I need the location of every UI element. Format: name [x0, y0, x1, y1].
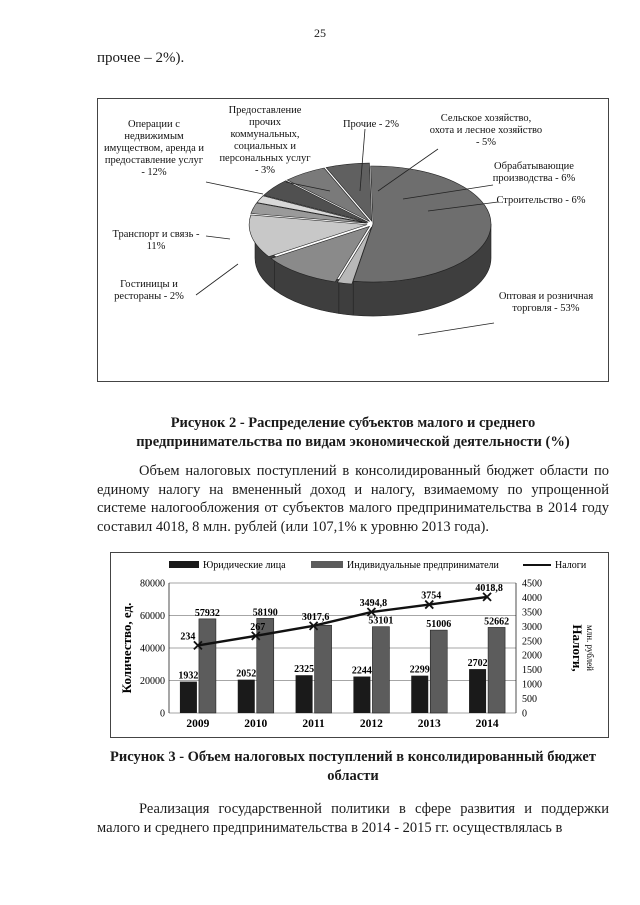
x-tick-label: 2012: [359, 718, 383, 730]
x-tick-label: 2014: [475, 718, 499, 730]
pie-label-hotels: Гостиницы и рестораны - 2%: [114, 279, 184, 302]
bar-value-label: 52662: [484, 616, 510, 628]
taxes-value-label: 234: [180, 631, 196, 643]
chart-legend: [169, 560, 587, 571]
taxes-value-label: 4018,8: [475, 582, 503, 594]
bar-legal-entities: [296, 675, 313, 713]
x-tick-label: 2011: [302, 718, 325, 730]
y2-tick-label: 3500: [522, 607, 542, 619]
pie-chart-frame: [97, 98, 609, 382]
pie-label-other-services: Предоставление прочих коммунальных, социальных и персональных услуг - 3%: [219, 105, 311, 176]
y2-tick-label: 2000: [522, 650, 542, 662]
bar-value-label: 2702: [467, 658, 488, 670]
y2-tick-label: 4500: [522, 578, 542, 590]
bar-value-label: 58190: [252, 607, 278, 619]
y2-tick-label: 3000: [522, 621, 542, 633]
bar-legal-entities: [180, 682, 197, 713]
bar-legal-entities: [411, 676, 428, 713]
leader-line-hotels: [196, 264, 238, 295]
y-tick-label: 60000: [140, 611, 165, 622]
bar-chart: [111, 553, 608, 737]
y2-axis-subtitle: млн. рублей: [585, 625, 595, 671]
paragraph-tax-revenue-text: Объем налоговых поступлений в консолидированный бюджет области по единому налогу на вмененный доход и налогу, взимаемому по упрощенной системе налогообложения от субъектов малого предпринимательства в 2014 году составил 4018, 8 млн. рублей (или 107,1% к уровню 2013 года).: [97, 463, 609, 535]
bar-value-label: 51006: [426, 619, 452, 631]
x-tick-label: 2009: [186, 718, 210, 730]
pie-label-other: Прочие - 2%: [342, 119, 400, 130]
bar-entrepreneurs: [315, 625, 332, 713]
y-tick-label: 20000: [140, 676, 165, 687]
figure-2-caption: Рисунок 2 - Распределение субъектов малого и среднего предпринимательства по видам экономической деятельности (%): [136, 415, 570, 450]
y-tick-label: 0: [160, 708, 165, 720]
bar-entrepreneurs: [430, 630, 447, 713]
y-tick-label: 80000: [140, 578, 165, 590]
legend-swatch-legal-entities: [169, 561, 199, 568]
x-tick-label: 2013: [417, 718, 441, 730]
paragraph-policy-text: Реализация государственной политики в сфере развития и поддержки малого и среднего предпринимательства в 2014 - 2015 гг. осуществлялась в: [97, 801, 609, 836]
bar-chart-frame: [110, 552, 609, 738]
legend-label-taxes: Налоги: [555, 560, 587, 571]
taxes-value-label: 267: [250, 621, 266, 633]
leader-line-trade: [418, 323, 494, 335]
continued-text: прочее – 2%).: [97, 50, 185, 66]
y-axis-title: Количество, ед.: [119, 602, 134, 694]
paragraph-policy: [97, 800, 609, 837]
y2-tick-label: 1500: [522, 665, 542, 677]
legend-label-entrepreneurs: Индивидуальные предприниматели: [347, 560, 499, 571]
y2-tick-label: 4000: [522, 592, 542, 604]
leader-line-real-estate: [206, 182, 263, 194]
paragraph-tax-revenue: [97, 462, 609, 536]
bar-entrepreneurs: [372, 627, 389, 713]
taxes-value-label: 3017,6: [301, 611, 330, 623]
legend-label-legal-entities: Юридические лица: [203, 560, 286, 571]
bar-legal-entities: [353, 677, 370, 713]
pie-label-agriculture: Сельское хозяйство, охота и лесное хозяйство - 5%: [429, 113, 543, 148]
pie-label-manufacturing: Обрабатывающие производства - 6%: [492, 161, 576, 184]
figure-3-caption: Рисунок 3 - Объем налоговых поступлений в консолидированный бюджет области: [110, 749, 596, 784]
bar-value-label: 1932: [178, 670, 199, 682]
y2-tick-label: 1000: [522, 679, 542, 691]
pie-label-real-estate: Операции с недвижимым имуществом, аренда и предоставление услуг - 12%: [103, 119, 205, 178]
bar-value-label: 2325: [294, 664, 315, 676]
x-tick-label: 2010: [244, 718, 268, 730]
bar-value-label: 53101: [368, 615, 394, 627]
legend-swatch-entrepreneurs: [311, 561, 343, 568]
pie-label-trade: Оптовая и розничная торговля - 53%: [498, 291, 594, 314]
bar-value-label: 2244: [351, 665, 372, 677]
y2-tick-label: 500: [522, 694, 537, 706]
pie-slice-side: [339, 280, 353, 316]
pie-label-transport: Транспорт и связь - 11%: [112, 229, 200, 252]
bar-value-label: 57932: [194, 607, 220, 619]
y2-tick-label: 0: [522, 708, 527, 720]
leader-line-transport: [206, 236, 230, 239]
y2-tick-label: 2500: [522, 636, 542, 648]
y-tick-label: 40000: [140, 643, 165, 655]
bar-legal-entities: [469, 669, 486, 713]
page-number: 25: [314, 26, 326, 40]
bar-entrepreneurs: [199, 619, 216, 713]
y2-axis-title: Налоги,: [570, 624, 585, 672]
bar-entrepreneurs: [488, 627, 505, 713]
pie-label-construction: Строительство - 6%: [496, 195, 586, 206]
bar-legal-entities: [238, 680, 255, 713]
taxes-value-label: 3494,8: [359, 598, 388, 610]
bar-value-label: 2299: [409, 664, 430, 676]
taxes-value-label: 3754: [421, 590, 442, 602]
bar-value-label: 2052: [236, 668, 257, 680]
